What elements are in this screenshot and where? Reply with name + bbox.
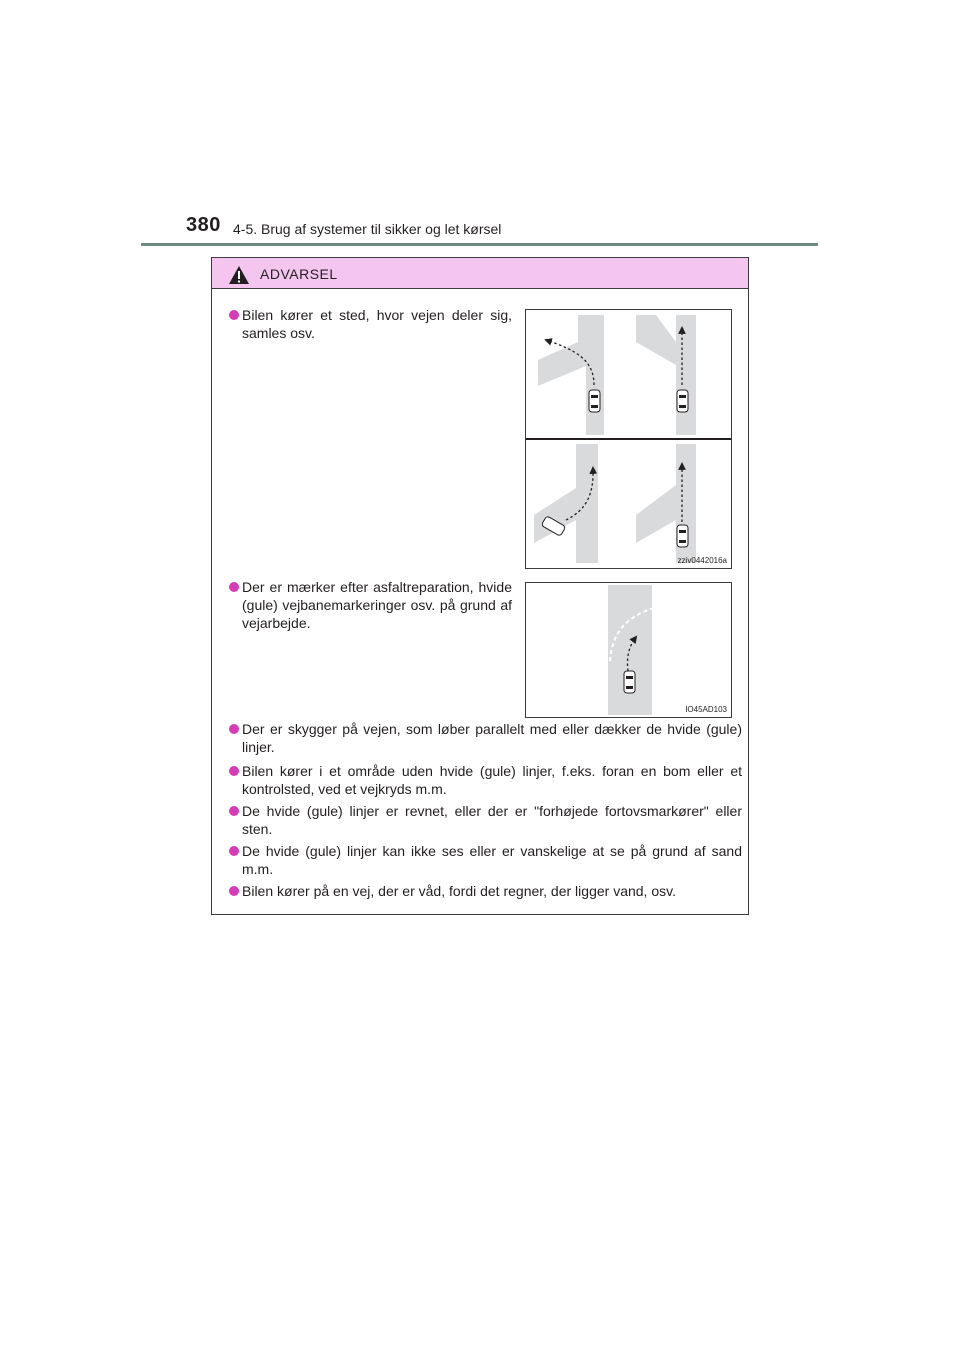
bullet-dot (229, 846, 239, 856)
bullet-dot (229, 724, 239, 734)
warning-bullet (242, 306, 512, 342)
roadwork-marking-figure (525, 582, 732, 718)
bullet-dot (229, 806, 239, 816)
warning-bullet (242, 720, 742, 756)
bullet-text: Bilen kører i et område uden hvide (gule) linjer, f.eks. foran en bom eller et kontrolsted, ved et vejkryds m.m. (242, 763, 742, 797)
bullet-text: Der er mærker efter asfaltreparation, hvide (gule) vejbanemarkeringer osv. på grund af vejarbejde. (242, 579, 512, 631)
warning-bullet (242, 802, 742, 838)
bullet-text: Der er skygger på vejen, som løber parallelt med eller dækker de hvide (gule) linjer. (242, 721, 742, 755)
warning-triangle-icon (228, 265, 250, 285)
header-rule (141, 243, 818, 246)
section-title: 4-5. Brug af systemer til sikker og let kørsel (233, 221, 502, 237)
warning-bullet (242, 882, 742, 900)
bullet-dot (229, 886, 239, 896)
figure-code: zziv0442016a (677, 556, 727, 565)
warning-header (212, 258, 748, 289)
roadwork-marking-illustration (526, 583, 731, 717)
bullet-dot (229, 766, 239, 776)
bullet-text: De hvide (gule) linjer kan ikke ses eller er vanskelige at se på grund af sand m.m. (242, 843, 742, 877)
road-split-figure (525, 309, 732, 569)
figure-code: IO45AD103 (685, 705, 727, 714)
bullet-text: Bilen kører på en vej, der er våd, fordi det regner, der ligger vand, osv. (242, 883, 676, 899)
bullet-dot (229, 582, 239, 592)
road-split-illustration (526, 310, 731, 568)
bullet-dot (229, 310, 239, 320)
page-number: 380 (186, 214, 221, 236)
warning-bullet (242, 762, 742, 798)
car-icon (624, 671, 635, 693)
warning-bullet (242, 578, 512, 632)
warning-bullet (242, 842, 742, 878)
bullet-text: De hvide (gule) linjer er revnet, eller der er "forhøjede fortovsmarkører" eller sten. (242, 803, 742, 837)
warning-title: ADVARSEL (260, 266, 338, 282)
bullet-text: Bilen kører et sted, hvor vejen deler sig, samles osv. (242, 307, 512, 341)
